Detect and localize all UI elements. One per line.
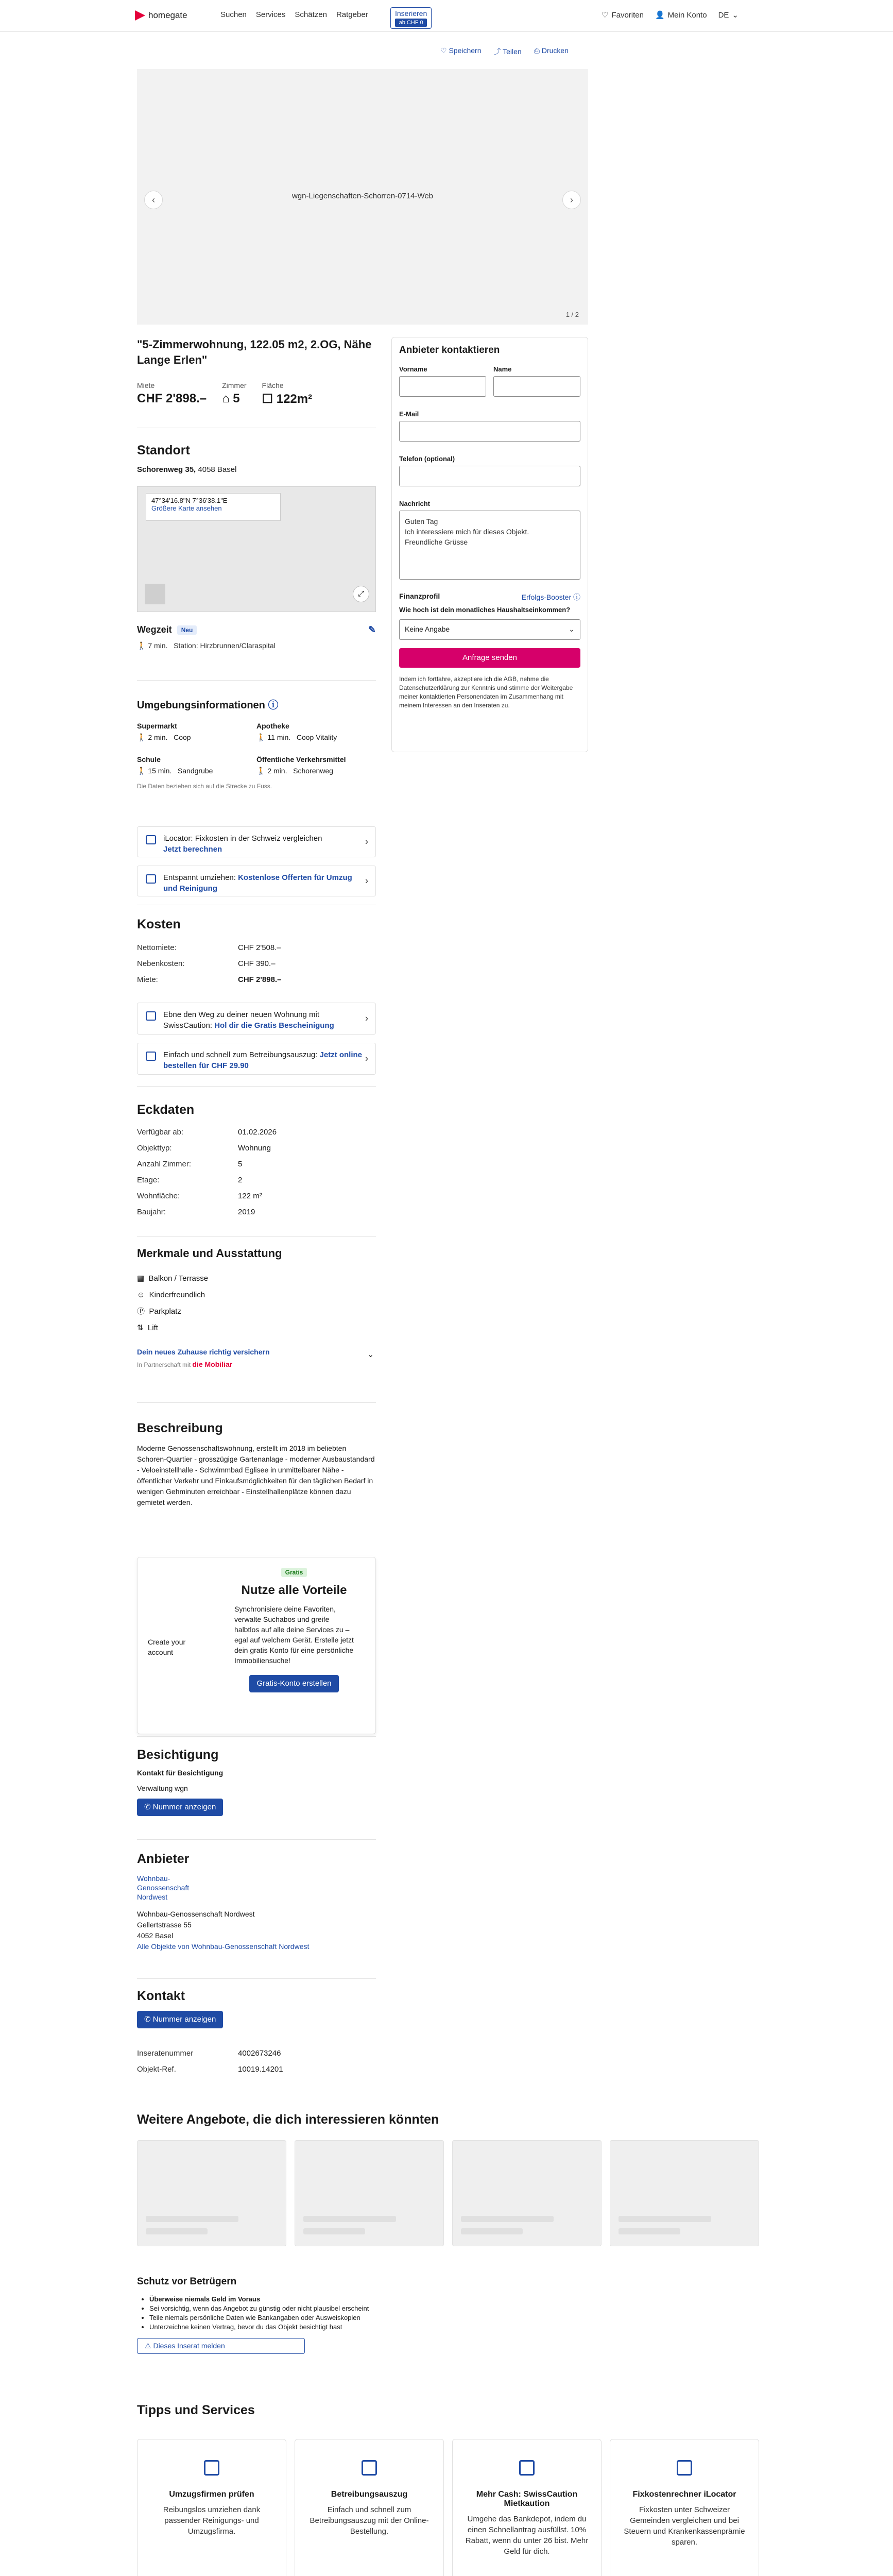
divider xyxy=(137,680,376,681)
key-data-key: Objekttyp: xyxy=(137,1144,172,1153)
account-label: Mein Konto xyxy=(667,10,707,20)
key-data-row xyxy=(137,1128,376,1137)
document-icon xyxy=(362,2460,377,2476)
route-time: 7 min. xyxy=(148,641,168,650)
contact-form xyxy=(391,337,588,752)
image-gallery[interactable] xyxy=(137,69,588,325)
debt-promo[interactable] xyxy=(137,1043,376,1075)
feature-item xyxy=(137,1270,376,1287)
tip-text: Einfach und schnell zum Betreibungsauszug mit der Online-Bestellung. xyxy=(310,2505,429,2536)
logo-icon xyxy=(135,10,145,21)
insert-button[interactable] xyxy=(390,7,432,29)
warning-icon: ⚠ xyxy=(145,2342,151,2350)
offer-card-placeholder[interactable] xyxy=(137,2140,286,2246)
door-icon: ⌂ xyxy=(222,392,233,405)
key-data-value: 2019 xyxy=(238,1208,255,1216)
cost-row xyxy=(137,943,376,952)
walk-icon: 🚶 xyxy=(137,767,146,775)
features-title: Merkmale und Ausstattung xyxy=(137,1247,282,1260)
tip-text: Fixkosten unter Schweizer Gemeinden vergleichen und bei Steuern und Krankenkassenprämie sparen. xyxy=(624,2505,745,2547)
fraud-title: Schutz vor Betrügern xyxy=(137,2276,237,2287)
surrounding-name: Öffentliche Verkehrsmittel xyxy=(256,755,346,764)
address-city: 4058 Basel xyxy=(198,465,237,474)
account-promo-left: Create your account xyxy=(148,1638,186,1656)
lang-label: DE xyxy=(718,10,729,20)
key-data-row xyxy=(137,1144,376,1153)
balcony-icon: ▦ xyxy=(137,1274,145,1283)
share-button[interactable]: ⤴ Teilen xyxy=(493,47,522,56)
key-data-key: Anzahl Zimmer: xyxy=(137,1160,192,1168)
feature-item xyxy=(137,1287,376,1303)
viewing-phone-label: Nummer anzeigen xyxy=(152,1803,216,1811)
costs-title: Kosten xyxy=(137,917,181,931)
key-data-key: Verfügbar ab: xyxy=(137,1128,184,1137)
key-data-key: Etage: xyxy=(137,1176,160,1184)
insert-label: Inserieren xyxy=(395,9,427,18)
surroundings-title-text: Umgebungsinformationen xyxy=(137,700,265,711)
surrounding-place: Coop Vitality xyxy=(296,733,337,741)
truck-icon xyxy=(146,874,156,884)
info-icon[interactable]: ⓘ xyxy=(268,700,279,711)
main-nav xyxy=(220,10,368,19)
listing-no-label: Inseratenummer xyxy=(137,2049,194,2058)
nav-suchen[interactable]: Suchen xyxy=(220,10,247,19)
gallery-caption: wgn-Liegenschaften-Schorren-0714-Web xyxy=(291,192,434,200)
insurance-accordion[interactable] xyxy=(137,1348,376,1368)
contact-title: Kontakt xyxy=(137,1989,185,2003)
form-disclaimer: Indem ich fortfahre, akzeptiere ich die AGB, nehme die Datenschutzerklärung zur Kenntnis und stimme der Weitergabe meiner kontaktierten Personendaten im Zusammenhang mit meinem Interessen an den Inseraten zu. xyxy=(399,675,573,709)
moving-box-icon xyxy=(204,2460,219,2476)
tip-card xyxy=(137,2439,286,2576)
save-button[interactable]: ♡ Speichern xyxy=(440,46,482,55)
key-facts xyxy=(137,381,312,406)
route-title: Wegzeit xyxy=(137,624,172,635)
message-textarea[interactable]: Guten Tag Ich interessiere mich für dieses Objekt. Freundliche Grüsse xyxy=(399,511,580,580)
key-data-value: 122 m² xyxy=(238,1192,262,1200)
logo-text: homegate xyxy=(148,10,187,20)
description-title: Beschreibung xyxy=(137,1421,223,1435)
tip-title: Mehr Cash: SwissCaution Mietkaution xyxy=(476,2490,578,2508)
user-icon: 👤 xyxy=(655,11,665,20)
surrounding-name: Schule xyxy=(137,755,161,764)
gallery-counter: 1 / 2 xyxy=(565,311,579,318)
nav-services[interactable]: Services xyxy=(255,10,286,19)
report-listing-button[interactable] xyxy=(137,2338,305,2354)
map-coordinates: 47°34'16.8"N 7°36'38.1"E xyxy=(151,497,228,504)
rent-label: Miete xyxy=(137,381,155,389)
key-data-value: 2 xyxy=(238,1176,243,1184)
viewing-name: Verwaltung wgn xyxy=(137,1784,188,1792)
feature-label: Parkplatz xyxy=(149,1307,181,1316)
rent-value: CHF 2'898.– xyxy=(137,392,207,405)
create-account-button[interactable]: Gratis-Konto erstellen xyxy=(249,1675,338,1692)
parking-icon: Ⓟ xyxy=(137,1307,145,1316)
favorites-link[interactable] xyxy=(602,10,644,20)
walk-icon: 🚶 xyxy=(137,641,146,650)
contact-phone-label: Nummer anzeigen xyxy=(152,2015,216,2024)
report-label: Dieses Inserat melden xyxy=(153,2342,225,2350)
print-button[interactable]: ⎙ Drucken xyxy=(534,46,569,55)
surrounding-place: Coop xyxy=(174,733,191,741)
cost-row xyxy=(137,959,376,968)
shield-icon xyxy=(519,2460,535,2476)
viewing-phone-button[interactable] xyxy=(137,1799,223,1816)
cost-value: CHF 2'508.– xyxy=(238,943,281,952)
email-label: E-Mail xyxy=(399,410,419,418)
info-icon: ⓘ xyxy=(573,593,580,601)
divider xyxy=(137,1736,376,1737)
tip-text: Umgehe das Bankdepot, indem du einen Schnellantrag ausfüllst. 10% Rabatt, wenn du unter 26 bist. Mehr Geld für dich. xyxy=(465,2515,589,2556)
form-title: Anbieter kontaktieren xyxy=(399,345,500,355)
chevron-right-icon: › xyxy=(570,195,573,205)
provider-city: 4052 Basel xyxy=(137,1931,174,1940)
surrounding-item xyxy=(137,755,256,775)
ref-value: 10019.14201 xyxy=(238,2065,283,2074)
map-popup xyxy=(146,493,281,521)
surrounding-place: Schorenweg xyxy=(293,767,333,775)
chevron-right-icon: › xyxy=(365,1053,368,1064)
name-label: Name xyxy=(493,365,512,373)
cost-key: Miete: xyxy=(137,975,158,984)
chevron-right-icon: › xyxy=(365,836,368,847)
moving-promo[interactable] xyxy=(137,866,376,896)
phone-icon: ✆ xyxy=(144,1803,151,1811)
key-data-key: Baujahr: xyxy=(137,1208,166,1216)
fraud-point: • Sei vorsichtig, wenn das Angebot zu günstig oder nicht plausibel erscheint xyxy=(149,2304,446,2313)
provider-all-link[interactable]: Alle Objekte von Wohnbau-Genossenschaft Nordwest xyxy=(137,1942,310,1951)
tip-card xyxy=(610,2439,759,2576)
map-larger-link[interactable]: Größere Karte ansehen xyxy=(151,504,222,512)
site-header xyxy=(0,0,893,32)
key-data-value: 01.02.2026 xyxy=(238,1128,277,1137)
favorites-label: Favoriten xyxy=(611,10,644,20)
gratis-badge: Gratis xyxy=(281,1568,307,1577)
surrounding-time: 15 min. xyxy=(148,767,172,775)
feature-label: Kinderfreundlich xyxy=(149,1291,205,1299)
listing-no: 4002673246 xyxy=(238,2049,281,2058)
offer-card-placeholder[interactable] xyxy=(610,2140,759,2246)
gallery-next-button[interactable] xyxy=(562,191,581,209)
phone-input[interactable] xyxy=(399,466,580,486)
description-text: Moderne Genossenschaftswohnung, erstellt im 2018 im beliebten Schoren-Quartier - grosszügige Gartenanlage - moderner Ausbaustandard - Veloeinstellhalle - Schwimmbad Eglisee in unmittelbarer Nähe - öffentlicher Verkehr und Einkaufsmöglichkeiten für den täglichen Bedarf in wenigen Gehminuten erreichbar - Einstellhallenplätze können dazu gemietet werden. xyxy=(137,1444,375,1506)
submit-button[interactable]: Anfrage senden xyxy=(399,648,580,668)
rooms-value: 5 xyxy=(233,392,240,405)
surrounding-name: Apotheke xyxy=(256,722,289,730)
share-label: Teilen xyxy=(503,47,522,56)
map-icon xyxy=(677,2460,692,2476)
fullscreen-icon[interactable]: ⤢ xyxy=(353,586,369,602)
chevron-right-icon: › xyxy=(365,875,368,886)
account-promo-text: Synchronisiere deine Favoriten, verwalte Suchabos und greife halbtlos auf alle deine Services zu – egal auf welchem Gerät. Erstelle jetzt dein gratis Konto für eine persönliche Immobiliensuche! xyxy=(234,1605,354,1665)
locator-link: Jetzt berechnen xyxy=(163,845,222,854)
surrounding-place: Sandgrube xyxy=(177,767,213,775)
insurance-link: Dein neues Zuhause richtig versichern xyxy=(137,1348,270,1356)
insert-price: ab CHF 0 xyxy=(395,19,427,27)
surrounding-time: 2 min. xyxy=(267,767,287,775)
chevron-down-icon: ⌄ xyxy=(367,1350,374,1359)
fraud-point: • Teile niemals persönliche Daten wie Bankangaben oder Ausweiskopien xyxy=(149,2313,446,2323)
provider-name: Wohnbau-Genossenschaft Nordwest xyxy=(137,1910,255,1918)
heart-icon: ♡ xyxy=(602,11,609,20)
email-input[interactable] xyxy=(399,421,580,442)
deposit-promo[interactable] xyxy=(137,1003,376,1035)
surrounding-time: 2 min. xyxy=(148,733,168,741)
offer-card-placeholder[interactable] xyxy=(452,2140,602,2246)
route-station: Station: Hirzbrunnen/Claraspital xyxy=(174,641,276,650)
tip-text: Reibungslos umziehen dank passender Reinigungs- und Umzugsfirma. xyxy=(163,2505,261,2536)
deposit-link: Hol dir die Gratis Bescheinigung xyxy=(214,1021,334,1030)
listing-title: "5-Zimmerwohnung, 122.05 m2, 2.OG, Nähe Lange Erlen" xyxy=(137,338,372,366)
provider-title: Anbieter xyxy=(137,1852,190,1866)
feature-label: Lift xyxy=(147,1324,158,1332)
nav-schaetzen[interactable]: Schätzen xyxy=(295,10,327,19)
key-data-row xyxy=(137,1208,376,1216)
language-select[interactable] xyxy=(718,10,739,20)
area-icon: ☐ xyxy=(262,392,277,406)
cost-row xyxy=(137,975,376,984)
cost-key: Nettomiete: xyxy=(137,943,177,952)
print-label: Drucken xyxy=(541,46,569,55)
key-data-row xyxy=(137,1192,376,1200)
phone-label: Telefon (optional) xyxy=(399,455,455,463)
edit-icon[interactable]: ✎ xyxy=(368,624,376,635)
key-data-row xyxy=(137,1176,376,1184)
streetview-thumb[interactable] xyxy=(145,584,165,604)
account-promo-title: Nutze alle Vorteile xyxy=(241,1583,347,1597)
location-map[interactable] xyxy=(137,486,376,612)
ref-label: Objekt-Ref. xyxy=(137,2065,176,2074)
new-badge: Neu xyxy=(177,625,197,635)
offer-card-placeholder[interactable] xyxy=(295,2140,444,2246)
surrounding-item xyxy=(137,722,256,742)
homegate-logo[interactable] xyxy=(135,10,187,21)
account-promo-card xyxy=(137,1557,376,1734)
area-label: Fläche xyxy=(262,381,284,389)
viewing-title: Besichtigung xyxy=(137,1748,219,1762)
finance-link-label: Erfolgs-Booster xyxy=(521,593,572,601)
feature-item xyxy=(137,1320,376,1336)
income-question: Wie hoch ist dein monatliches Haushaltseinkommen? xyxy=(399,606,571,614)
tip-title: Betreibungsauszug xyxy=(331,2490,408,2499)
chevron-down-icon: ⌄ xyxy=(569,625,575,633)
message-label: Nachricht xyxy=(399,500,430,507)
key-data-value: 5 xyxy=(238,1160,243,1168)
cost-value: CHF 2'898.– xyxy=(238,975,282,984)
chevron-left-icon: ‹ xyxy=(152,195,155,205)
tip-title: Fixkostenrechner iLocator xyxy=(632,2490,736,2499)
tips-title: Tipps und Services xyxy=(137,2403,255,2417)
surroundings-title xyxy=(137,697,376,711)
provider-street: Gellertstrasse 55 xyxy=(137,1921,192,1929)
firstname-label: Vorname xyxy=(399,365,427,373)
chevron-down-icon: ⌄ xyxy=(732,11,739,20)
income-value: Keine Angabe xyxy=(405,625,450,633)
key-data-row xyxy=(137,1160,376,1168)
provider-logo[interactable]: Wohnbau-Genossenschaft Nordwest xyxy=(137,1874,190,1901)
account-link[interactable] xyxy=(655,10,707,20)
divider xyxy=(137,1978,376,1979)
cost-value: CHF 390.– xyxy=(238,959,276,968)
gallery-prev-button[interactable] xyxy=(144,191,163,209)
divider xyxy=(137,1402,376,1403)
tip-title: Umzugsfirmen prüfen xyxy=(169,2490,254,2499)
surroundings-note: Die Daten beziehen sich auf die Strecke zu Fuss. xyxy=(137,783,272,790)
calculator-icon xyxy=(146,835,156,844)
surrounding-item xyxy=(256,722,376,742)
name-input[interactable] xyxy=(493,376,580,397)
finance-label: Finanzprofil xyxy=(399,592,440,600)
cost-key: Nebenkosten: xyxy=(137,959,185,968)
fraud-point: • Überweise niemals Geld im Voraus xyxy=(149,2295,446,2304)
tip-card xyxy=(295,2439,444,2576)
surrounding-item xyxy=(256,755,376,775)
key-data-title: Eckdaten xyxy=(137,1103,195,1117)
finance-link[interactable] xyxy=(522,592,580,602)
debt-text: Einfach und schnell zum Betreibungsauszug: xyxy=(163,1050,320,1059)
surrounding-time: 11 min. xyxy=(267,733,291,741)
document-icon xyxy=(146,1052,156,1061)
mobiliar-logo: die Mobiliar xyxy=(192,1360,233,1368)
nav-ratgeber[interactable]: Ratgeber xyxy=(336,10,368,19)
address-street: Schorenweg 35, xyxy=(137,465,196,474)
walk-icon: 🚶 xyxy=(256,733,266,741)
locator-promo[interactable] xyxy=(137,826,376,857)
walk-icon: 🚶 xyxy=(256,767,266,775)
rooms-label: Zimmer xyxy=(222,381,247,389)
divider xyxy=(137,1086,376,1087)
location-title: Standort xyxy=(137,443,190,457)
lift-icon: ⇅ xyxy=(137,1324,144,1332)
key-data-key: Wohnfläche: xyxy=(137,1192,180,1200)
key-data-value: Wohnung xyxy=(238,1144,271,1153)
moving-link: Kostenlose Offerten für Umzug und Reinigung xyxy=(163,873,352,893)
save-label: Speichern xyxy=(449,46,482,55)
locator-text: iLocator: Fixkosten in der Schweiz vergleichen xyxy=(163,834,322,843)
income-select[interactable] xyxy=(399,619,580,640)
divider xyxy=(137,1839,376,1840)
child-icon: ☺ xyxy=(137,1291,145,1299)
moving-text: Entspannt umziehen: xyxy=(163,873,238,882)
deposit-text: Ebne den Weg zu deiner neuen Wohnung mit SwissCaution: xyxy=(163,1010,319,1030)
fraud-point: • Unterzeichne keinen Vertrag, bevor du das Objekt besichtigt hast xyxy=(149,2323,446,2332)
surrounding-name: Supermarkt xyxy=(137,722,177,730)
walk-icon: 🚶 xyxy=(137,733,146,741)
firstname-input[interactable] xyxy=(399,376,486,397)
feature-label: Balkon / Terrasse xyxy=(148,1274,209,1283)
feature-item xyxy=(137,1303,376,1320)
chevron-right-icon: › xyxy=(365,1013,368,1024)
document-icon xyxy=(146,1011,156,1021)
viewing-label: Kontakt für Besichtigung xyxy=(137,1769,224,1777)
contact-phone-button[interactable] xyxy=(137,2011,223,2028)
insurance-partner: In Partnerschaft mit xyxy=(137,1361,191,1368)
area-value: 122m² xyxy=(276,392,313,406)
debt-link: Jetzt online bestellen für CHF 29.90 xyxy=(163,1050,363,1070)
divider xyxy=(137,1236,376,1237)
tip-card xyxy=(452,2439,602,2576)
phone-icon: ✆ xyxy=(144,2015,151,2024)
more-offers-title: Weitere Angebote, die dich interessieren könnten xyxy=(137,2112,439,2127)
